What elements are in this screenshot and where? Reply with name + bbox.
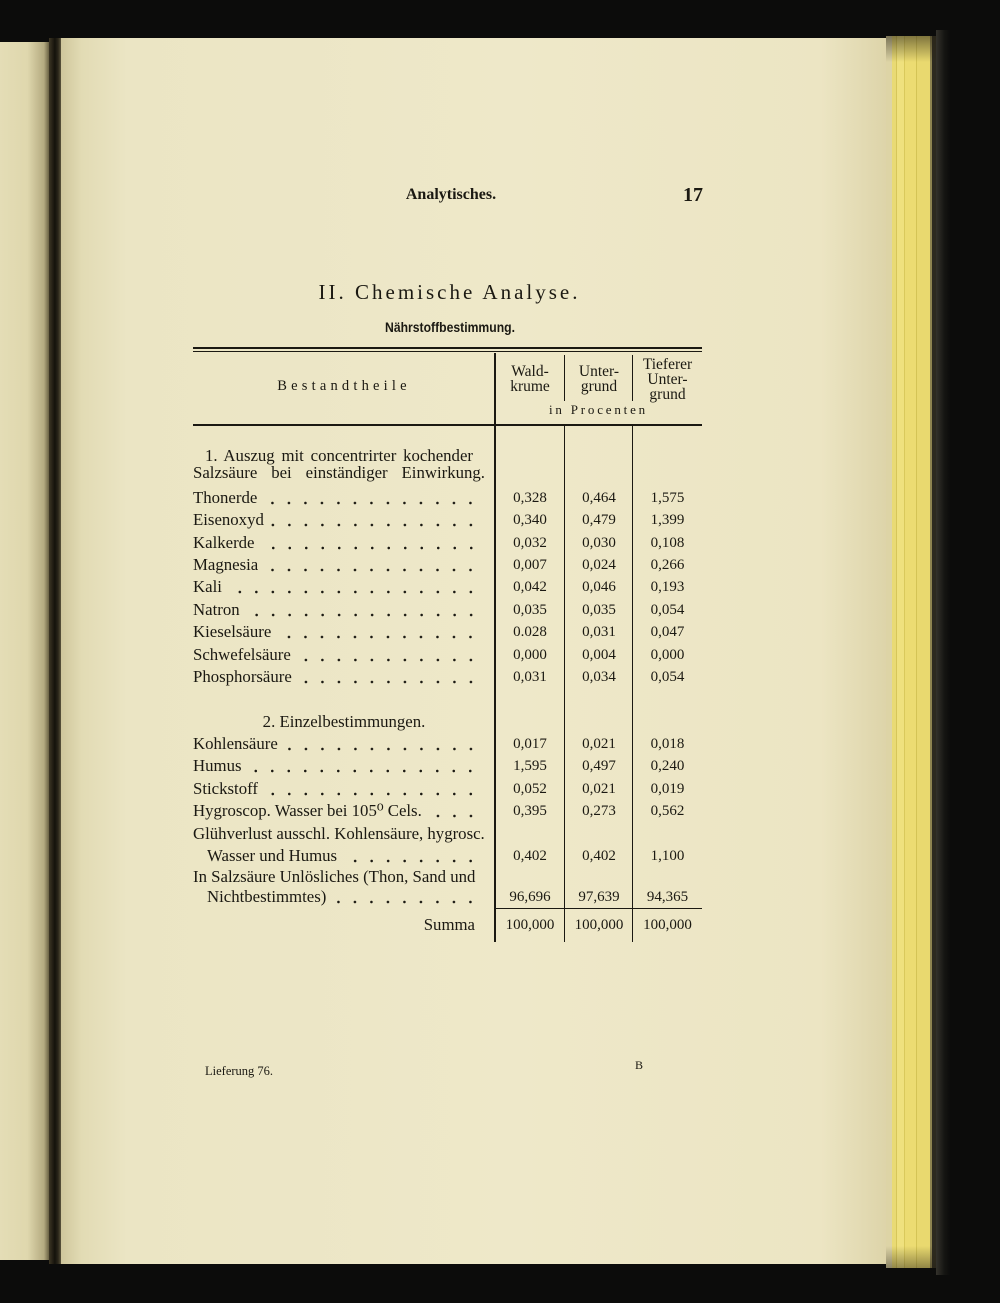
value-waldkrume: 0,035 bbox=[513, 601, 547, 618]
table-row bbox=[193, 800, 702, 822]
value-tieferer-untergrund: 1,100 bbox=[650, 847, 685, 864]
table-row bbox=[193, 532, 702, 554]
value-untergrund: 0,024 bbox=[582, 557, 616, 574]
value-tieferer-untergrund: 0,047 bbox=[650, 624, 685, 641]
value-tieferer-untergrund: 0,019 bbox=[650, 780, 685, 797]
row-label-text: Stickstoff bbox=[193, 778, 258, 798]
row-label-text: Magnesia bbox=[193, 555, 259, 575]
row-label-line bbox=[193, 666, 479, 688]
value-untergrund: 0,031 bbox=[582, 624, 616, 641]
value-tieferer-untergrund: 0,054 bbox=[650, 669, 685, 686]
value-tieferer-untergrund: 0,193 bbox=[650, 579, 685, 596]
value-waldkrume: 0,031 bbox=[513, 669, 547, 686]
value-waldkrume: 0,000 bbox=[513, 646, 547, 663]
header-line: Tieferer bbox=[642, 355, 693, 373]
dot-leader bbox=[247, 755, 479, 777]
dot-leader bbox=[284, 733, 479, 755]
value-waldkrume: 0,032 bbox=[513, 534, 547, 551]
header-waldkrume bbox=[495, 364, 565, 394]
row-label-line bbox=[193, 733, 479, 755]
value-waldkrume: 0,017 bbox=[513, 736, 547, 753]
value-untergrund: 0,021 bbox=[582, 780, 616, 797]
value-untergrund: 0,035 bbox=[582, 601, 616, 618]
value-untergrund: 0,046 bbox=[582, 579, 616, 596]
value-untergrund: 0,273 bbox=[582, 803, 616, 820]
table-row bbox=[193, 599, 702, 621]
row-label-text: Hygroscop. Wasser bei 105⁰ Cels. bbox=[193, 801, 422, 821]
dot-leader bbox=[332, 887, 479, 907]
dot-leader bbox=[343, 845, 479, 867]
total-rule bbox=[495, 908, 702, 909]
value-untergrund: 0,479 bbox=[582, 512, 616, 529]
header-line: Wald- bbox=[511, 362, 549, 380]
table-row bbox=[193, 755, 702, 777]
value-tieferer-untergrund: 0,000 bbox=[650, 646, 685, 663]
header-bestandtheile: Bestandtheile bbox=[277, 378, 411, 394]
section-title bbox=[193, 447, 702, 481]
running-head: Analytisches. bbox=[405, 186, 497, 203]
table-top-rule bbox=[193, 347, 702, 349]
header-line: grund bbox=[580, 377, 618, 395]
value-waldkrume: 0,395 bbox=[513, 803, 547, 820]
table-row bbox=[193, 867, 702, 907]
dot-leader bbox=[261, 532, 480, 554]
section-heading: II. Chemische Analyse. bbox=[318, 280, 581, 304]
row-label bbox=[193, 867, 495, 907]
row-label bbox=[193, 599, 495, 621]
table-row bbox=[193, 644, 702, 666]
value-untergrund: 0,021 bbox=[582, 736, 616, 753]
header-untergrund bbox=[565, 364, 633, 394]
table-row bbox=[193, 666, 702, 688]
row-label-text: Glühverlust ausschl. Kohlensäure, hygrosc. bbox=[193, 823, 485, 843]
dot-leader bbox=[246, 599, 479, 621]
dot-leader bbox=[263, 487, 479, 509]
row-label bbox=[193, 778, 495, 800]
row-label-text: Phosphorsäure bbox=[193, 667, 292, 687]
column-rule-header bbox=[564, 355, 565, 401]
table-top-rule-thin bbox=[193, 351, 702, 352]
row-label bbox=[193, 644, 495, 666]
table-row bbox=[193, 576, 702, 598]
row-label-line bbox=[193, 621, 479, 643]
value-tieferer-untergrund: 1,399 bbox=[650, 512, 685, 529]
row-label-line bbox=[193, 845, 479, 867]
total-tieferer-untergrund: 100,000 bbox=[643, 917, 692, 934]
page-edges bbox=[886, 36, 936, 1268]
total-label: Summa bbox=[423, 915, 475, 935]
row-label-text: Eisenoxyd bbox=[193, 510, 264, 530]
row-label-line bbox=[193, 509, 479, 531]
header-tieferer-untergrund bbox=[633, 357, 702, 402]
table-row bbox=[193, 554, 702, 576]
column-rule-header bbox=[632, 355, 633, 401]
dot-leader bbox=[297, 644, 479, 666]
row-label bbox=[193, 532, 495, 554]
left-page-edge bbox=[0, 42, 50, 1260]
row-label bbox=[193, 666, 495, 688]
row-label-text: Kohlensäure bbox=[193, 734, 278, 754]
table-row bbox=[193, 621, 702, 643]
dot-leader bbox=[264, 778, 479, 800]
value-tieferer-untergrund: 0,054 bbox=[650, 601, 685, 618]
cover-edge bbox=[936, 30, 950, 1275]
total-block bbox=[193, 908, 702, 936]
header-unit: in Procenten bbox=[549, 402, 648, 417]
value-tieferer-untergrund: 0,266 bbox=[650, 557, 685, 574]
row-label-line bbox=[193, 532, 479, 554]
section-title-line: Salzsäure bei einständiger Einwirkung. bbox=[193, 462, 485, 482]
value-tieferer-untergrund: 0,562 bbox=[650, 803, 685, 820]
value-tieferer-untergrund: 0,108 bbox=[650, 534, 685, 551]
header-line: Unter- bbox=[578, 362, 620, 380]
value-waldkrume: 0,340 bbox=[513, 512, 547, 529]
section-title-line: 1. Auszug mit concentrirter kochender bbox=[205, 445, 473, 465]
row-label-line bbox=[193, 487, 479, 509]
header-line: Unter- bbox=[647, 370, 688, 388]
row-label-text: Nichtbestimmtes) bbox=[207, 886, 327, 906]
row-label bbox=[193, 733, 495, 755]
row-label-line bbox=[193, 755, 479, 777]
value-tieferer-untergrund: 0,240 bbox=[650, 758, 685, 775]
value-tieferer-untergrund: 1,575 bbox=[650, 489, 685, 506]
total-waldkrume: 100,000 bbox=[505, 917, 555, 934]
table-row bbox=[193, 509, 702, 531]
table-row bbox=[193, 487, 702, 509]
value-tieferer-untergrund: 94,365 bbox=[646, 888, 689, 905]
row-label-line bbox=[193, 867, 479, 887]
value-waldkrume: 1,595 bbox=[513, 758, 547, 775]
dot-leader bbox=[298, 666, 479, 688]
row-label-line bbox=[193, 576, 479, 598]
dot-leader bbox=[270, 509, 479, 531]
row-label-text: Natron bbox=[193, 599, 240, 619]
value-untergrund: 0,030 bbox=[582, 534, 616, 551]
value-waldkrume: 96,696 bbox=[509, 888, 551, 905]
table-caption: Nährstoffbestimmung. bbox=[385, 319, 515, 335]
table-body bbox=[193, 426, 702, 937]
row-label-line bbox=[193, 823, 485, 845]
dot-leader bbox=[228, 576, 479, 598]
total-row bbox=[193, 914, 702, 936]
row-label bbox=[193, 755, 495, 777]
value-waldkrume: 0,402 bbox=[513, 847, 547, 864]
table-row bbox=[193, 778, 702, 800]
row-label bbox=[193, 576, 495, 598]
footer-delivery: Lieferung 76. bbox=[205, 1064, 274, 1078]
value-waldkrume: 0,007 bbox=[513, 557, 547, 574]
section-title bbox=[193, 711, 702, 733]
row-label-text: Kalkerde bbox=[193, 532, 255, 552]
value-waldkrume: 0,052 bbox=[513, 780, 547, 797]
value-untergrund: 0,034 bbox=[582, 669, 616, 686]
value-untergrund: 0,464 bbox=[582, 489, 616, 506]
row-label-text: Humus bbox=[193, 756, 242, 776]
value-untergrund: 0,402 bbox=[582, 847, 616, 864]
row-label-text: Kali bbox=[193, 577, 222, 597]
row-label-text: Wasser und Humus bbox=[207, 845, 338, 865]
table-row bbox=[193, 823, 702, 867]
row-label bbox=[193, 487, 495, 509]
row-label bbox=[193, 554, 495, 576]
table-row bbox=[193, 733, 702, 755]
header-line: grund bbox=[649, 385, 686, 403]
row-label-text: Schwefelsäure bbox=[193, 644, 291, 664]
row-label-line bbox=[193, 554, 479, 576]
row-label bbox=[193, 621, 495, 643]
value-untergrund: 97,639 bbox=[578, 888, 620, 905]
value-untergrund: 0,004 bbox=[582, 646, 616, 663]
row-label-text: Kieselsäure bbox=[193, 622, 272, 642]
row-label bbox=[193, 509, 495, 531]
row-label-line bbox=[193, 599, 479, 621]
signature-mark: B bbox=[635, 1058, 644, 1072]
row-label-text: Thonerde bbox=[193, 487, 258, 507]
value-waldkrume: 0,328 bbox=[513, 489, 547, 506]
value-waldkrume: 0.028 bbox=[513, 624, 547, 641]
dot-leader bbox=[428, 800, 479, 822]
row-label-line bbox=[193, 887, 479, 907]
value-waldkrume: 0,042 bbox=[513, 579, 547, 596]
row-label bbox=[193, 823, 495, 867]
analysis-table bbox=[193, 347, 702, 947]
value-tieferer-untergrund: 0,018 bbox=[650, 736, 685, 753]
page-number: 17 bbox=[683, 184, 703, 206]
row-label-line bbox=[193, 644, 479, 666]
row-label-text: In Salzsäure Unlösliches (Thon, Sand und bbox=[193, 866, 476, 886]
header-line: krume bbox=[510, 377, 550, 395]
row-label-line bbox=[193, 800, 479, 822]
row-label bbox=[193, 800, 495, 822]
value-untergrund: 0,497 bbox=[582, 758, 616, 775]
row-label-line bbox=[193, 778, 479, 800]
total-untergrund: 100,000 bbox=[574, 917, 624, 934]
section-title-line: 2. Einzelbestimmungen. bbox=[262, 712, 426, 732]
dot-leader bbox=[264, 554, 479, 576]
dot-leader bbox=[277, 621, 479, 643]
